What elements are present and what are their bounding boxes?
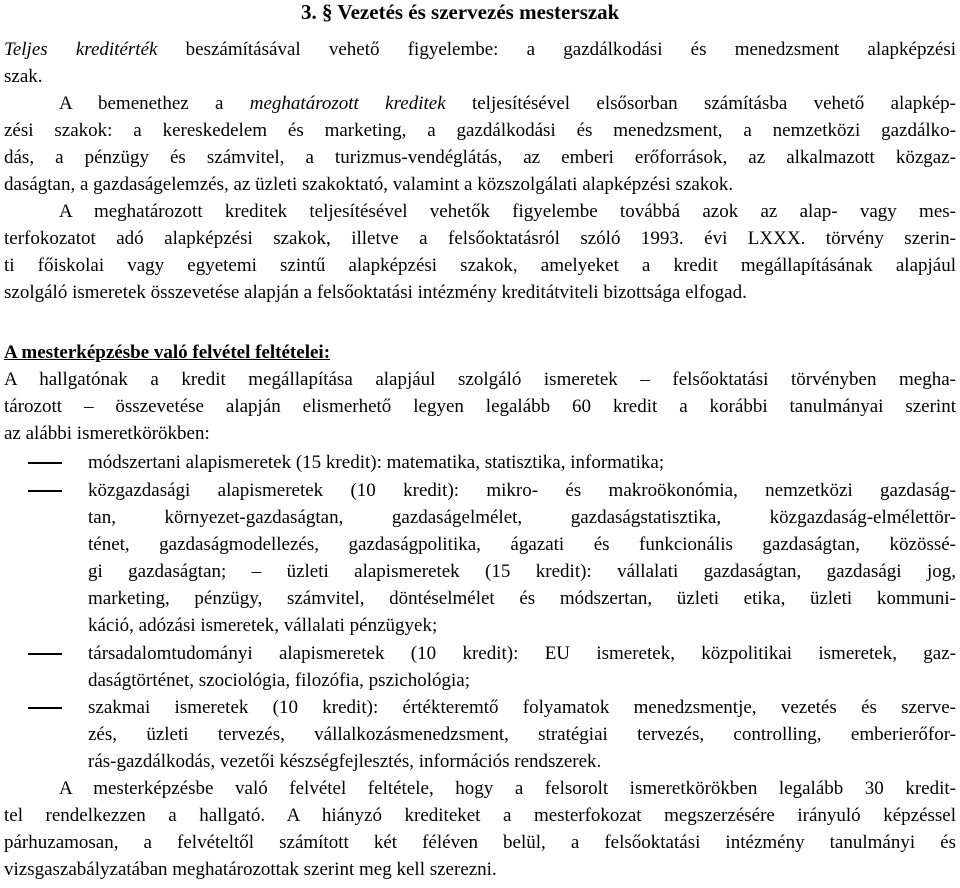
list-item-2-line-1: közgazdasági alapismeretek (10 kredit): mikro- és makroökonómia, nemzetközi gazdaság- — [88, 480, 956, 501]
list-dash — [28, 707, 62, 709]
p1-line-2: zési szakok: a kereskedelem és marketing, a gazdálkodási és menedzsment, a nemzetközi gazdálko- — [4, 120, 956, 141]
p2-line-4: szolgáló ismeretek összevetése alapján a felsőoktatási intézmény kreditátviteli bizottsága elfogad. — [4, 282, 747, 303]
p3-line-1: A hallgatónak a kredit megállapítása alapjául szolgáló ismeretek – felsőoktatási törvényben megha- — [4, 369, 956, 390]
list-item-3-line-1: társadalomtudományi alapismeretek (10 kredit): EU ismeretek, közpolitikai ismeretek, gaz- — [88, 643, 956, 664]
list-item-2-line-4: gi gazdaságtan; – üzleti alapismeretek (15 kredit): vállalati gazdaságtan, gazdasági jog, — [88, 561, 956, 582]
p2-line-1: A meghatározott kreditek teljesítésével vehetők figyelembe továbbá azok az alap- vagy mes- — [59, 201, 956, 222]
p1-line-4: daságtan, a gazdaságelemzés, az üzleti szakoktató, valamint a közszolgálati alapképzési szakok. — [4, 174, 734, 195]
list-dash — [28, 462, 62, 464]
p4-line-1: A mesterképzésbe való felvétel feltétele, hogy a felsorolt ismeretkörökben legalább 30 kredit- — [59, 778, 956, 799]
intro-italic: Teljes kreditérték — [4, 39, 158, 60]
p4-line-4: vizsgaszabályzatában meghatározottak szerint meg kell szerezni. — [4, 859, 497, 880]
p2-line-3: ti főiskolai vagy egyetemi szintű alapképzési szakok, amelyeket a kredit megállapításának alapjául — [4, 255, 956, 276]
intro-line-1 — [4, 36, 956, 63]
list-dash — [28, 490, 62, 492]
list-item-4-line-1: szakmai ismeretek (10 kredit): értékteremtő folyamatok menedzsmentje, vezetés és szerve- — [88, 697, 956, 718]
page-heading: 3. § Vezetés és szervezés mesterszak — [301, 0, 620, 24]
intro-text: beszámításával vehető figyelembe: a gazdálkodási és menedzsment alapképzési — [185, 39, 957, 60]
list-item-2-line-2: tan, környezet-gazdaságtan, gazdaságelmélet, gazdaságstatisztika, közgazdaság-elmélettör- — [88, 507, 956, 528]
list-item-2-line-6: káció, adózási ismeretek, vállalati pénzügyek; — [88, 615, 438, 636]
list-dash — [28, 653, 62, 655]
p1-line-1 — [59, 90, 956, 117]
list-item-2-line-5: marketing, pénzügy, számvitel, döntéselmélet és módszertan, üzleti etika, üzleti kommuni- — [88, 588, 956, 609]
list-item-4-line-3: rás-gazdálkodás, vezetői készségfejlesztés, információs rendszerek. — [88, 751, 602, 772]
intro-line-2: szak. — [4, 66, 43, 87]
p1-line-3: dás, a pénzügy és számvitel, a turizmus-vendéglátás, az emberi erőforrások, az alkalmazott közgaz- — [4, 147, 956, 168]
p2-line-2: terfokozatot adó alapképzési szakok, illetve a felsőoktatásról szóló 1993. évi LXXX. törvény szerin- — [4, 228, 956, 249]
p4-line-2: tel rendelkezzen a hallgató. A hiányzó krediteket a mesterfokozat megszerzésére irányuló képzéssel — [4, 805, 956, 826]
p3-line-2: tározott – összevetése alapján elismerhető legyen legalább 60 kredit a korábbi tanulmányai szerint — [4, 396, 956, 417]
p1-text-b: teljesítésével elsősorban számításba vehető alapkép- — [471, 93, 956, 114]
list-item-2-line-3: ténet, gazdaságmodellezés, gazdaságpolitika, ágazati és funkcionális gazdaságtan, közössé- — [88, 534, 956, 555]
list-item-1: módszertani alapismeretek (15 kredit): matematika, statisztika, informatika; — [88, 452, 665, 473]
list-item-3-line-2: daságtörténet, szociológia, filozófia, pszichológia; — [88, 670, 470, 691]
list-item-4-line-2: zés, üzleti tervezés, vállalkozásmenedzsment, stratégiai tervezés, controlling, emberierőfor- — [88, 724, 956, 745]
p3-line-3: az alábbi ismeretkörökben: — [4, 423, 210, 444]
section-title: A mesterképzésbe való felvétel feltételei: — [4, 342, 331, 363]
p1-text-a: A bemenethez a — [59, 93, 224, 114]
p1-italic: meghatározott kreditek — [249, 93, 446, 114]
p4-line-3: párhuzamosan, a felvételtől számított két féléven belül, a felsőoktatási intézmény tanulmányi és — [4, 832, 956, 853]
